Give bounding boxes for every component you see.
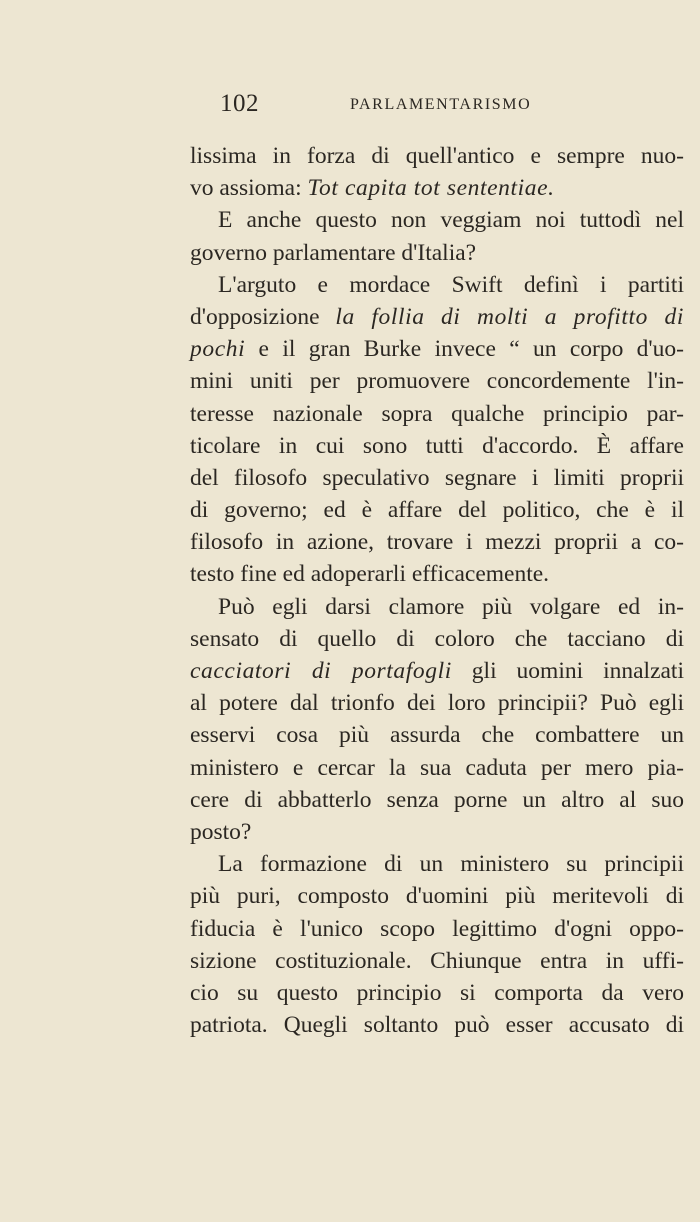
- text-line: [190, 140, 684, 172]
- text-segment: E anche questo non veggiam noi tuttodì nel: [218, 207, 684, 234]
- text-line: [190, 913, 684, 945]
- text-segment: più puri, composto d'uomini più meritevoli di: [190, 883, 684, 910]
- text-line: [190, 1009, 684, 1041]
- text-line: [190, 848, 684, 880]
- text-segment: sensato di quello di coloro che tacciano di: [190, 625, 684, 652]
- text-segment: mini uniti per promuovere concordemente l'in-: [190, 368, 684, 395]
- text-segment: teresse nazionale sopra qualche principio par-: [190, 400, 684, 427]
- text-line: [190, 655, 684, 687]
- italic-text: Tot capita tot sententiae.: [307, 175, 555, 202]
- text-segment: governo parlamentare d'Italia?: [190, 239, 477, 266]
- text-segment: vo assioma:: [190, 175, 308, 202]
- text-line: [190, 687, 684, 719]
- text-line: [190, 591, 684, 623]
- text-line: [190, 719, 684, 751]
- text-line: [190, 977, 684, 1009]
- text-segment: al potere dal trionfo dei loro principii? Può egli: [190, 690, 684, 717]
- italic-text: la follia di molti a profitto di: [335, 303, 684, 330]
- text-line: [190, 494, 684, 526]
- text-line: [190, 398, 684, 430]
- text-segment: e il gran Burke invece “ un corpo d'uo-: [245, 336, 684, 363]
- text-line: [190, 945, 684, 977]
- text-line: [190, 816, 684, 848]
- italic-text: cacciatori di portafogli: [190, 658, 452, 684]
- text-line: [190, 623, 684, 655]
- text-segment: lissima in forza di quell'antico e sempre nuo-: [190, 143, 684, 169]
- text-line: [190, 333, 684, 365]
- text-line: [190, 204, 684, 236]
- text-line: [190, 784, 684, 816]
- text-line: [190, 752, 684, 784]
- text-line: [190, 880, 684, 912]
- text-segment: cere di abbatterlo senza porne un altro al suo: [190, 786, 684, 813]
- running-head: PARLAMENTARISMO: [350, 96, 532, 113]
- text-segment: di governo; ed è affare del politico, che è il: [190, 497, 684, 524]
- text-segment: ticolare in cui sono tutti d'accordo. È affare: [190, 432, 684, 459]
- body-text: [190, 140, 684, 1041]
- text-segment: Può egli darsi clamore più volgare ed in-: [218, 593, 684, 620]
- text-segment: sizione costituzionale. Chiunque entra in uffi-: [190, 947, 684, 974]
- text-segment: d'opposizione: [190, 303, 336, 330]
- text-segment: posto?: [190, 818, 252, 845]
- text-segment: cio su questo principio si comporta da vero: [190, 979, 684, 1006]
- text-line: [190, 462, 684, 494]
- text-segment: gli uomini innalzati: [451, 658, 684, 684]
- text-line: [190, 172, 684, 204]
- text-segment: patriota. Quegli soltanto può esser accusato di: [190, 1012, 684, 1039]
- page-header: [190, 90, 684, 126]
- text-segment: del filosofo speculativo segnare i limiti proprii: [190, 464, 684, 491]
- text-line: [190, 365, 684, 397]
- text-segment: La formazione di un ministero su principii: [218, 851, 684, 878]
- italic-text: pochi: [190, 336, 246, 363]
- text-line: [190, 526, 684, 558]
- text-segment: esservi cosa più assurda che combattere un: [190, 722, 684, 749]
- text-line: [190, 430, 684, 462]
- text-segment: ministero e cercar la sua caduta per mero pia-: [190, 754, 684, 781]
- text-segment: filosofo in azione, trovare i mezzi proprii a co-: [190, 529, 684, 556]
- text-line: [190, 301, 684, 333]
- text-segment: fiducia è l'unico scopo legittimo d'ogni oppo-: [190, 915, 684, 942]
- page-number: 102: [220, 90, 259, 117]
- text-segment: L'arguto e mordace Swift definì i partiti: [218, 271, 684, 298]
- text-line: [190, 237, 684, 269]
- text-segment: testo fine ed adoperarli efficacemente.: [190, 561, 550, 588]
- text-line: [190, 558, 684, 590]
- text-line: [190, 269, 684, 301]
